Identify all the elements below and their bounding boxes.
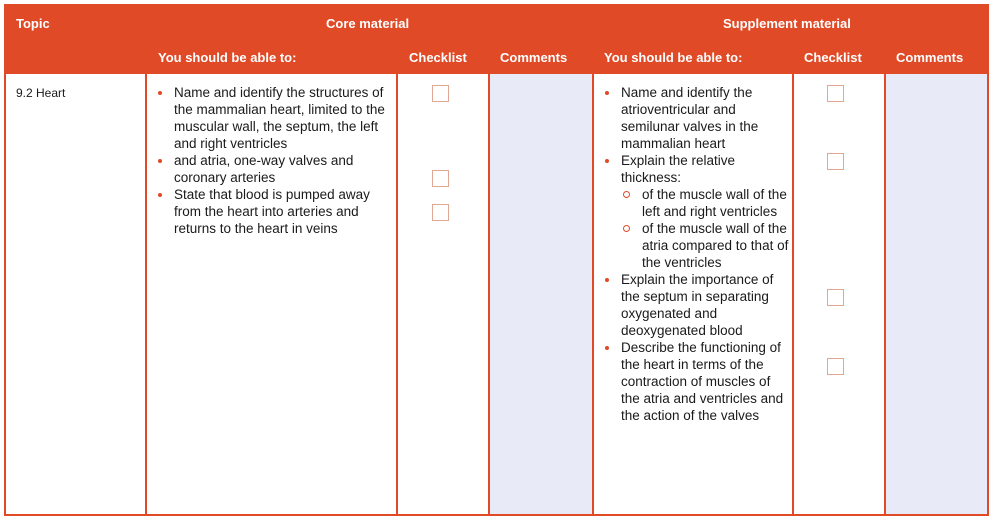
sub-list-item: of the muscle wall of the atria compared to that of the ventricles (621, 220, 792, 271)
list-item: State that blood is pumped away from the heart into arteries and returns to the heart in veins (155, 186, 395, 237)
core-checkbox-3[interactable] (432, 204, 449, 221)
list-item-text: Explain the relative thickness: (621, 153, 736, 185)
supp-checkbox-3[interactable] (827, 289, 844, 306)
supp-comments-header: Comments (896, 50, 964, 65)
supp-comments-cell[interactable] (886, 74, 987, 514)
supplement-objectives-list (602, 84, 792, 424)
supp-checkbox-1[interactable] (827, 85, 844, 102)
table-header (6, 6, 987, 74)
supp-checkbox-4[interactable] (827, 358, 844, 375)
core-comments-cell[interactable] (490, 74, 592, 514)
supp-checklist-header: Checklist (804, 50, 862, 65)
core-material-header: Core material (326, 16, 410, 31)
list-item (602, 152, 792, 271)
sub-list (621, 186, 792, 271)
core-checklist-header: Checklist (409, 50, 467, 65)
supp-checkbox-2[interactable] (827, 153, 844, 170)
column-divider (396, 74, 398, 514)
column-divider (884, 74, 886, 514)
core-objectives-list (155, 84, 395, 237)
supp-able-header: You should be able to: (604, 50, 743, 65)
sub-list-item: of the muscle wall of the left and right ventricles (621, 186, 792, 220)
list-item: Name and identify the structures of the mammalian heart, limited to the muscular wall, the septum, the left and right ventricles (155, 84, 395, 152)
column-divider (592, 74, 594, 514)
topic-cell: 9.2 Heart (16, 86, 66, 100)
column-divider (792, 74, 794, 514)
column-divider (488, 74, 490, 514)
checklist-table (4, 4, 989, 516)
topic-header: Topic (16, 16, 50, 31)
core-checkbox-2[interactable] (432, 170, 449, 187)
core-checkbox-1[interactable] (432, 85, 449, 102)
core-able-header: You should be able to: (158, 50, 297, 65)
core-comments-header: Comments (500, 50, 568, 65)
list-item: Explain the importance of the septum in separating oxygenated and deoxygenated blood (602, 271, 792, 339)
supplement-material-header: Supplement material (723, 16, 851, 31)
list-item: Describe the functioning of the heart in terms of the contraction of muscles of the atria and ventricles and the action of the valves (602, 339, 792, 424)
list-item: and atria, one-way valves and coronary arteries (155, 152, 395, 186)
list-item: Name and identify the atrioventricular and semilunar valves in the mammalian heart (602, 84, 792, 152)
column-divider (145, 74, 147, 514)
